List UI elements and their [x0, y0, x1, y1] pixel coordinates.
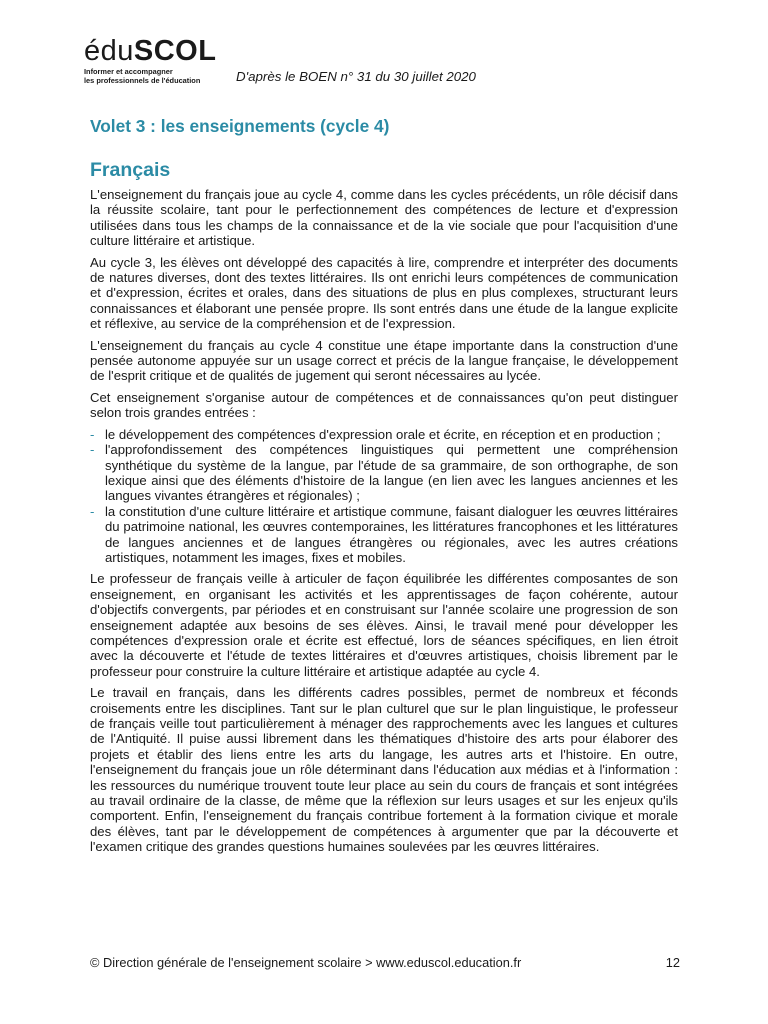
list-item	[90, 427, 678, 442]
list-item	[90, 442, 678, 504]
section-title: Français	[90, 159, 171, 181]
logo-tagline-line2: les professionnels de l'éducation	[84, 75, 201, 85]
body-text	[90, 187, 678, 861]
list-dash: -	[90, 503, 95, 519]
logo-tagline	[84, 68, 216, 85]
list-item-text: l'approfondissement des compétences linguistiques qui permettent une compréhension synthétique du système de la langue, par l'étude de sa grammaire, de son orthographe, de son lexique ainsi que des éléments d'histoire de la langue (en lien avec les langues anciennes et les langues vivantes étrangères et régionales) ;	[105, 442, 678, 504]
boen-reference: D'après le BOEN n° 31 du 30 juillet 2020	[236, 69, 476, 84]
paragraph-4: Cet enseignement s'organise autour de compétences et de connaissances qu'on peut distinguer selon trois grandes entrées :	[90, 389, 678, 421]
volet-title: Volet 3 : les enseignements (cycle 4)	[90, 116, 390, 136]
paragraph-2: Au cycle 3, les élèves ont développé des capacités à lire, comprendre et interpréter des documents de natures diverses, dont des textes littéraires. Ils ont enrichi leurs compétences de communication et d'expression, écrites et orales, dans des situations de plus en plus complexes, structurant leurs connaissances et élaborant une pensée propre. Ils sont entrés dans une étude de la langue explicite et réflexive, au service de la compréhension et de l'expression.	[90, 254, 678, 332]
list-item	[90, 504, 678, 566]
paragraph-5: Le professeur de français veille à articuler de façon équilibrée les différentes composantes de son enseignement, en organisant les activités et les apprentissages de façon cohérente, autour d'objectifs convergents, par périodes et en construisant sur l'année scolaire une progression de son enseignement adaptée aux besoins de ses élèves. Ainsi, le travail mené pour développer les compétences d'expression orale et écrite est effectué, lors de séances spécifiques, en lien étroit avec la découverte et l'étude de textes littéraires et d'œuvres artistiques, choisis librement par le professeur pour construire la culture littéraire et artistique adaptée au cycle 4.	[90, 571, 678, 679]
logo-wordmark	[84, 36, 216, 66]
logo-wordmark-part1: édu	[84, 35, 134, 67]
page-number: 12	[665, 955, 680, 970]
logo-tagline-line1: Informer et accompagner	[84, 67, 173, 76]
list-item-text: la constitution d'une culture littéraire et artistique commune, faisant dialoguer les œuvres littéraires du patrimoine national, les œuvres contemporaines, les littératures francophones et les littératures de langues anciennes et de langues étrangères ou régionales, avec les autres créations artistiques, notamment les images, fixes et mobiles.	[105, 503, 678, 565]
list-item-text: le développement des compétences d'expression orale et écrite, en réception et en production ;	[105, 426, 661, 442]
footer-copyright: © Direction générale de l'enseignement scolaire > www.eduscol.education.fr	[90, 955, 522, 970]
list-dash: -	[90, 426, 95, 442]
eduscol-logo	[84, 36, 216, 85]
entries-list	[90, 427, 678, 566]
paragraph-3: L'enseignement du français au cycle 4 constitue une étape importante dans la construction d'une pensée autonome appuyée sur un usage correct et précis de la langue française, le développement de l'esprit critique et de qualités de jugement qui seront nécessaires au lycée.	[90, 337, 678, 384]
page-footer	[90, 955, 680, 970]
list-dash: -	[90, 442, 95, 458]
paragraph-6: Le travail en français, dans les différents cadres possibles, permet de nombreux et féconds croisements entre les disciplines. Tant sur le plan culturel que sur le plan linguistique, le professeur de français veille tout particulièrement à ménager des rapprochements avec les langues et cultures de l'Antiquité. Il puise aussi librement dans les thématiques d'histoire des arts pour élaborer des projets et établir des liens entre les arts du langage, les autres arts et l'histoire. En outre, l'enseignement du français joue un rôle déterminant dans l'éducation aux médias et à l'information : les ressources du numérique trouvent toute leur place au sein du cours de français et sont intégrées au travail ordinaire de la classe, de même que la réflexion sur leurs usages et sur les enjeux qu'ils comportent. Enfin, l'enseignement du français contribue fortement à la formation civique et morale des élèves, tant par le développement de compétences à argumenter que par la découverte et l'examen critique des grandes questions humaines soulevées par les œuvres littéraires.	[90, 685, 678, 855]
paragraph-1: L'enseignement du français joue au cycle 4, comme dans les cycles précédents, un rôle décisif dans la réussite scolaire, tant pour le perfectionnement des compétences de lecture et d'expression utilisées dans tous les champs de la connaissance et de la vie sociale que pour l'acquisition d'une culture littéraire et artistique.	[90, 187, 678, 249]
logo-wordmark-part2: SCOL	[133, 35, 217, 67]
